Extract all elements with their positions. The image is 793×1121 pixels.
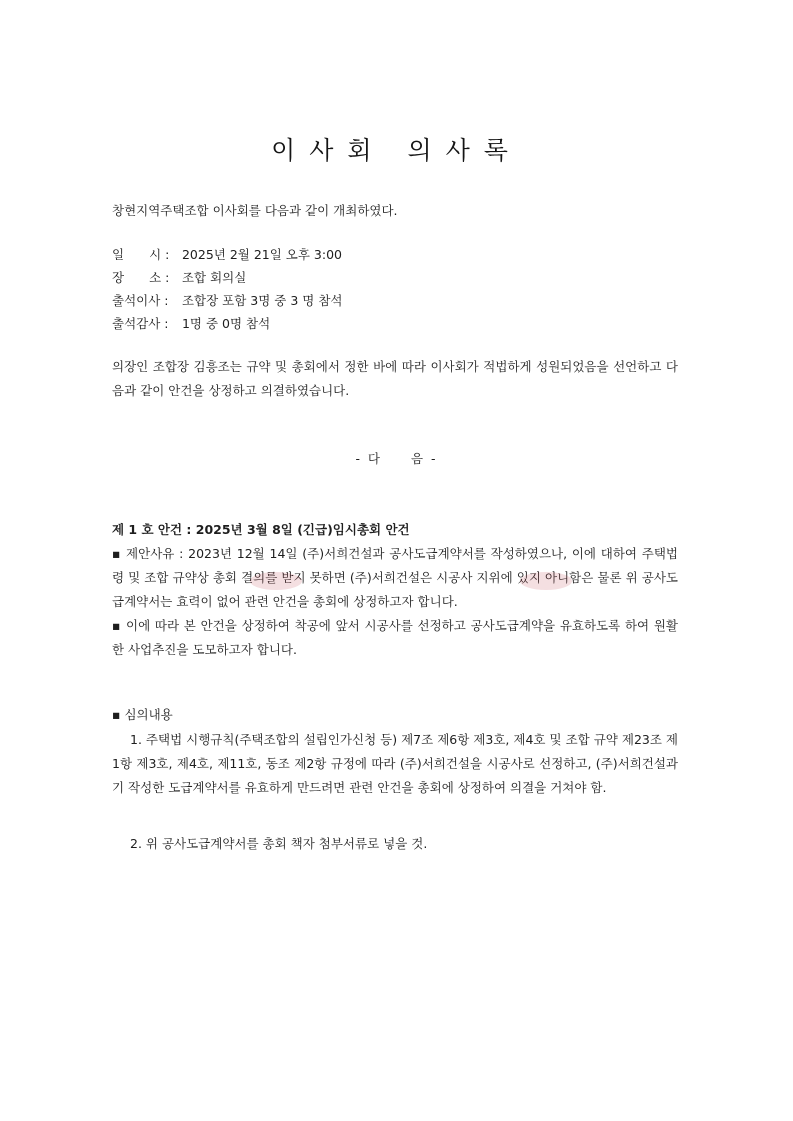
info-label: 출석이사 :	[112, 293, 169, 308]
info-row-directors	[112, 291, 342, 309]
page-title: 이사회 의사록	[271, 136, 522, 165]
info-label: 장 소 :	[112, 270, 170, 285]
info-row-place	[112, 268, 246, 286]
agenda-title: 제 1 호 안건 : 2025년 3월 8일 (긴급)임시총회 안건	[112, 522, 410, 537]
deliberation-item-2: 2. 위 공사도급계약서를 총회 책자 첨부서류로 넣을 것.	[130, 836, 428, 851]
intro-text: 창현지역주택조합 이사회를 다음과 같이 개최하였다.	[112, 203, 398, 218]
info-label: 출석감사 :	[112, 316, 169, 331]
reason-paragraph-2: ▪ 이에 따라 본 안건을 상정하여 착공에 앞서 시공사를 선정하고 공사도급계약을 유효하도록 하여 원활한 사업추진을 도모하고자 합니다.	[112, 618, 678, 657]
next-label: - 다 음 -	[355, 451, 438, 466]
deliberation-item-1: 1. 주택법 시행규칙(주택조합의 설립인가신청 등) 제7조 제6항 제3호, 제4호 및 조합 규약 제23조 제1항 제3호, 제4호, 제11호, 동조 제2항 규정에 따라 (주)서희건설을 시공사로 선정하고, (주)서희건설과 기 작성한 도급계약서를 유효하게 만드려면 관련 안건을 총회에 상정하여 의결을 거쳐야 함.	[112, 732, 678, 795]
seal-stamp	[520, 572, 572, 590]
seal-stamp	[250, 572, 302, 590]
info-label: 일 시 :	[112, 247, 170, 262]
reason-paragraph-1: ▪ 제안사유 : 2023년 12월 14일 (주)서희건설과 공사도급계약서를 작성하였으나, 이에 대하여 주택법령 및 조합 규약상 총회 결의를 받지 못하면 (주)서희건설은 시공사 지위에 있지 아니함은 물론 위 공사도급계약서는 효력이 없어 관련 안건을 총회에 상정하고자 합니다.	[112, 546, 678, 609]
deliberation-label: ▪ 심의내용	[112, 707, 173, 722]
info-value: 2025년 2월 21일 오후 3:00	[181, 247, 342, 262]
info-row-datetime	[112, 245, 342, 263]
info-value: 조합장 포함 3명 중 3 명 참석	[181, 293, 343, 308]
info-value: 조합 회의실	[181, 270, 247, 285]
info-value: 1명 중 0명 참석	[181, 316, 271, 331]
info-row-auditors	[112, 314, 270, 332]
opening-paragraph: 의장인 조합장 김흥조는 규약 및 총회에서 정한 바에 따라 이사회가 적법하게 성원되었음을 선언하고 다음과 같이 안건을 상정하고 의결하였습니다.	[112, 359, 678, 398]
